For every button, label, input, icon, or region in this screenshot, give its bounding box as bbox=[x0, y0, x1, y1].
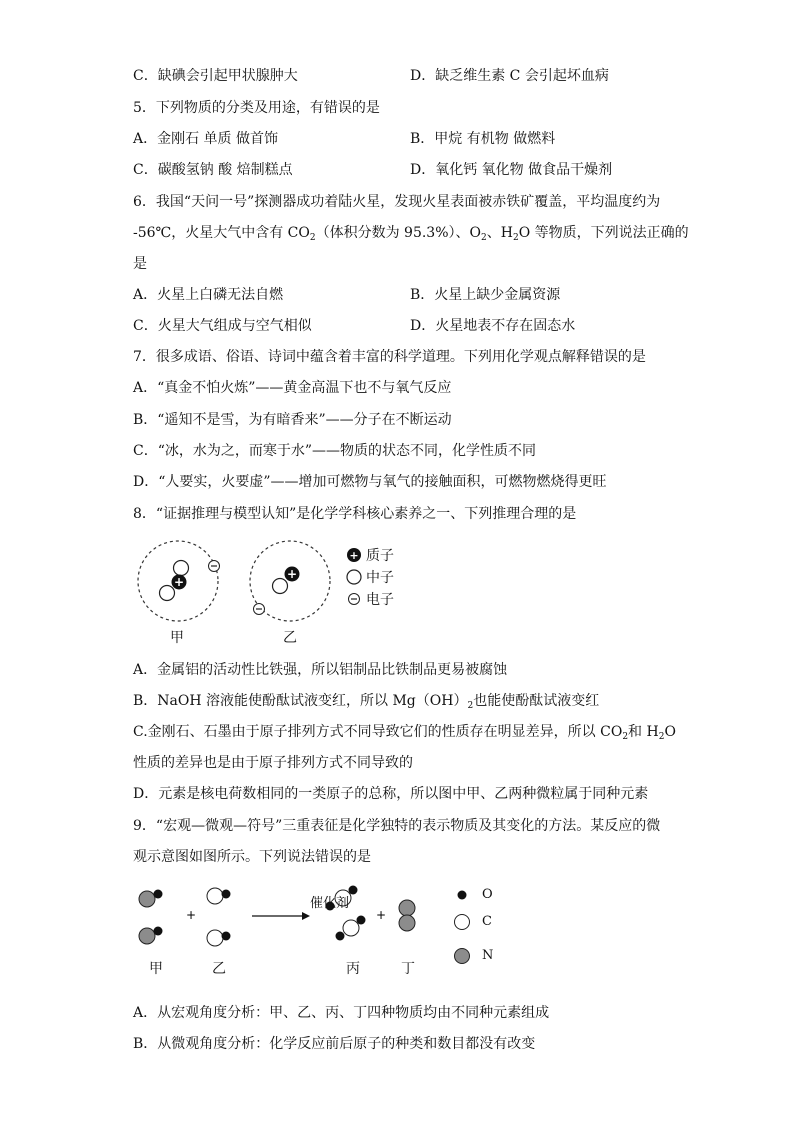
legend-c-label: C bbox=[482, 914, 492, 929]
q8-option-c-line2: 性质的差异也是由于原子排列方式不同导致的 bbox=[133, 755, 413, 771]
molecule-jia-o bbox=[154, 927, 163, 936]
q5-option-a: A．金刚石 单质 做首饰 bbox=[133, 131, 279, 147]
q9-stem-line2: 观示意图如图所示。下列说法错误的是 bbox=[133, 849, 371, 865]
q6-option-a: A．火星上白磷无法自燃 bbox=[133, 287, 284, 303]
svg-text:+: + bbox=[173, 575, 185, 589]
q7-stem: 7．很多成语、俗语、诗词中蕴含着丰富的科学道理。下列用化学观点解释错误的是 bbox=[133, 349, 646, 365]
legend-neutron-icon bbox=[347, 570, 361, 584]
q7-option-d: D．“人要实，火要虚”——增加可燃物与氧气的接触面积，可燃物燃烧得更旺 bbox=[133, 474, 607, 490]
q5-option-d: D．氧化钙 氧化物 做食品干燥剂 bbox=[410, 162, 613, 178]
molecule-yi-o bbox=[222, 890, 231, 899]
atom-jia-neutron bbox=[160, 586, 175, 601]
q8-option-d: D．元素是核电荷数相同的一类原子的总称，所以图中甲、乙两种微粒属于同种元素 bbox=[133, 786, 649, 802]
catalyst-label: 催化剂 bbox=[310, 896, 350, 911]
plus-sign: + bbox=[376, 908, 387, 922]
molecule-jia-n bbox=[139, 891, 155, 907]
q9-option-b: B．从微观角度分析：化学反应前后原子的种类和数目都没有改变 bbox=[133, 1036, 536, 1052]
q5-option-c: C．碳酸氢钠 酸 焙制糕点 bbox=[133, 162, 293, 178]
svg-text:+: + bbox=[349, 549, 359, 562]
molecule-bing-o bbox=[357, 916, 366, 925]
atom-jia-neutron bbox=[174, 561, 189, 576]
legend-n-icon bbox=[455, 949, 470, 964]
molecule-bing-o bbox=[349, 886, 358, 895]
q6-stem-line1: 6．我国“天问一号”探测器成功着陆火星，发现火星表面被赤铁矿覆盖，平均温度约为 bbox=[133, 194, 661, 210]
q9-stem-line1: 9．“宏观—微观—符号”三重表征是化学独特的表示物质及其变化的方法。某反应的微 bbox=[133, 818, 661, 834]
molecule-jia-label: 甲 bbox=[149, 961, 163, 977]
q8-stem: 8．“证据推理与模型认知”是化学学科核心素养之一、下列推理合理的是 bbox=[133, 506, 577, 522]
q7-option-b: B．“遥知不是雪，为有暗香来”——分子在不断运动 bbox=[133, 412, 452, 428]
molecule-bing-label: 丙 bbox=[346, 961, 360, 977]
atom-jia-label: 甲 bbox=[170, 630, 184, 646]
molecule-ding-label: 丁 bbox=[401, 961, 415, 977]
molecule-yi-c bbox=[207, 930, 223, 946]
legend-c-icon bbox=[455, 915, 470, 930]
molecule-yi-c bbox=[207, 888, 223, 904]
legend-neutron-label: 中子 bbox=[366, 570, 394, 586]
q6-option-c: C．火星大气组成与空气相似 bbox=[133, 318, 312, 334]
q6-stem-line2: -56℃，火星大气中含有 $CO_2$（体积分数为 95.3%）、$O_2$、$H_2O$ 等物质，下列说法正确的 bbox=[133, 225, 689, 243]
molecule-bing-c bbox=[343, 920, 359, 936]
q7-option-a: A．“真金不怕火炼”——黄金高温下也不与氧气反应 bbox=[133, 380, 452, 396]
legend-electron-label: 电子 bbox=[366, 592, 394, 608]
molecule-ding-n bbox=[399, 900, 415, 916]
molecule-ding-n bbox=[399, 915, 415, 931]
q6-option-b: B．火星上缺少金属资源 bbox=[410, 287, 561, 303]
atom-yi-label: 乙 bbox=[283, 630, 297, 646]
q8-option-a: A．金属铝的活动性比铁强，所以铝制品比铁制品更易被腐蚀 bbox=[133, 662, 508, 678]
molecule-jia-n bbox=[139, 928, 155, 944]
legend-n-label: N bbox=[482, 948, 494, 963]
plus-sign: + bbox=[186, 908, 197, 922]
q9-option-a: A．从宏观角度分析：甲、乙、丙、丁四种物质均由不同种元素组成 bbox=[133, 1005, 550, 1021]
q5-stem: 5．下列物质的分类及用途，有错误的是 bbox=[133, 100, 380, 116]
q8-option-c-line1: C.金刚石、石墨由于原子排列方式不同导致它们的性质存在明显差异，所以 $CO_2$和 $H_2O$ bbox=[133, 724, 676, 742]
q8-option-b: B．NaOH 溶液能使酚酞试液变红，所以 $Mg(OH)_2$也能使酚酞试液变红 bbox=[133, 693, 600, 711]
molecule-yi-label: 乙 bbox=[212, 961, 226, 977]
q7-option-c: C．“冰，水为之，而寒于水”——物质的状态不同，化学性质不同 bbox=[133, 443, 537, 459]
legend-o-icon bbox=[458, 891, 467, 900]
svg-text:+: + bbox=[286, 567, 298, 581]
atom-yi-neutron bbox=[273, 579, 288, 594]
q4-option-d: D．缺乏维生素 C 会引起坏血病 bbox=[410, 68, 609, 84]
molecule-jia-o bbox=[154, 890, 163, 899]
q9-reaction-figure bbox=[130, 878, 510, 978]
legend-o-label: O bbox=[482, 887, 493, 902]
legend-proton-label: 质子 bbox=[366, 548, 394, 564]
q6-stem-line3: 是 bbox=[133, 256, 147, 272]
q4-option-c: C．缺碘会引起甲状腺肿大 bbox=[133, 68, 298, 84]
q5-option-b: B．甲烷 有机物 做燃料 bbox=[410, 131, 556, 147]
molecule-yi-o bbox=[222, 932, 231, 941]
q6-option-d: D．火星地表不存在固态水 bbox=[410, 318, 576, 334]
molecule-bing-o bbox=[336, 932, 345, 941]
